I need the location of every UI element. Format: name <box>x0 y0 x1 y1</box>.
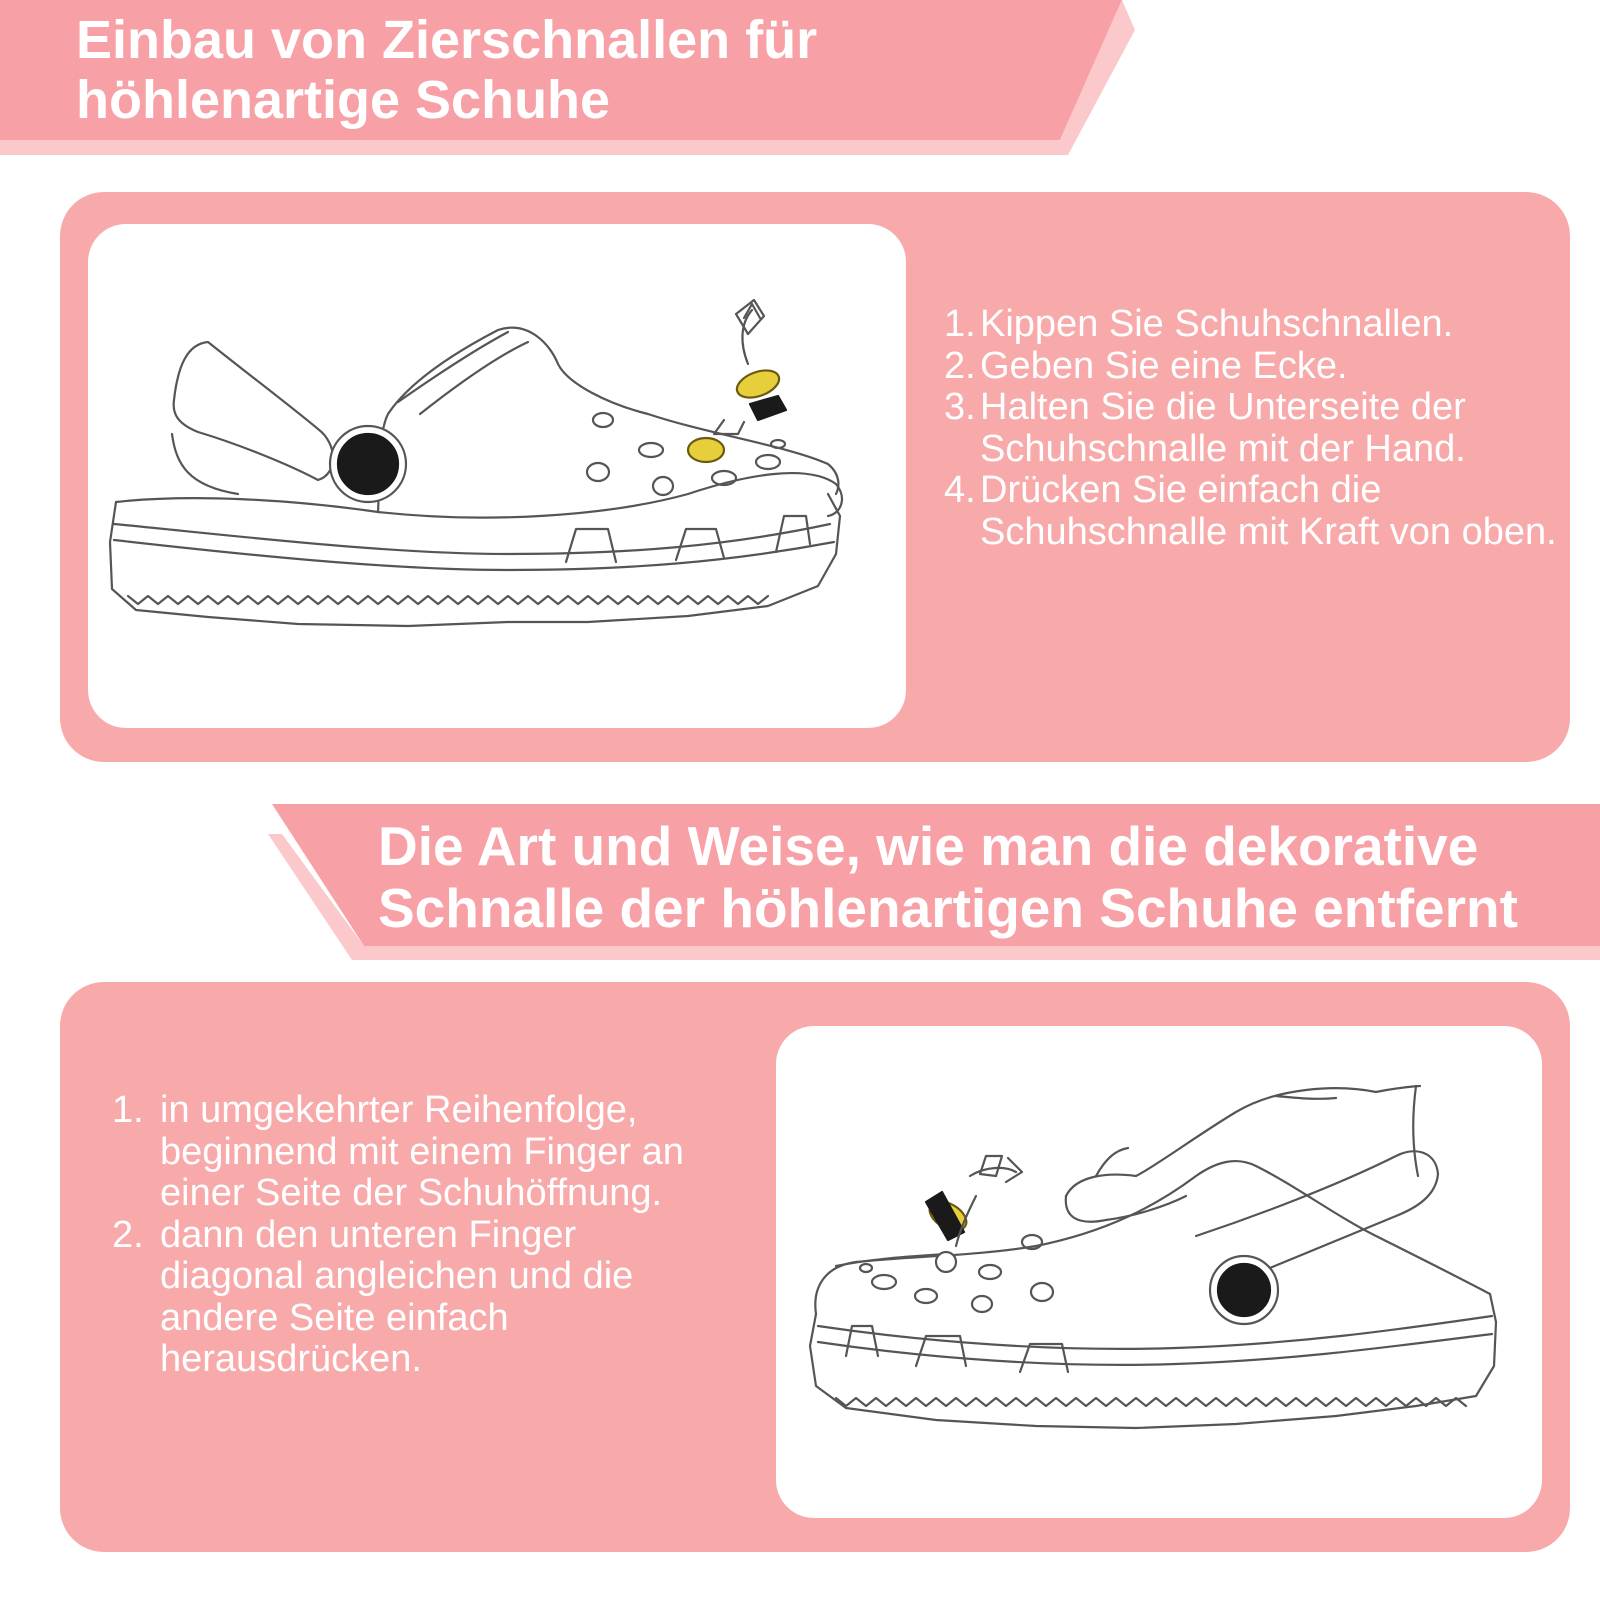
install-title: Einbau von Zierschnallen für höhlenartige Schuhe <box>76 10 818 131</box>
install-step: 2. Geben Sie eine Ecke. <box>944 344 1348 387</box>
install-illustration-card <box>88 224 906 728</box>
removal-step: 2. dann den unteren Finger diagonal angleichen und die andere Seite einfach herausdrücken. <box>112 1213 634 1380</box>
install-steps-list <box>944 304 1564 553</box>
install-step: 4. Drücken Sie einfach die Schuhschnalle mit Kraft von oben. <box>944 469 1557 553</box>
removal-title-banner <box>268 804 1600 964</box>
removal-step: 1. in umgekehrter Reihenfolge, beginnend mit einem Finger an einer Seite der Schuhöffnung. <box>112 1089 684 1214</box>
removal-title: Die Art und Weise, wie man die dekorative Schnalle der höhlenartigen Schuhe entfernt <box>378 815 1518 939</box>
install-title-banner <box>0 0 1140 160</box>
install-step: 1. Kippen Sie Schuhschnallen. <box>944 303 1454 345</box>
clog-shoe-hand-removing-charm-icon <box>776 1026 1542 1518</box>
removal-illustration-card <box>776 1026 1542 1518</box>
removal-panel <box>60 982 1570 1552</box>
install-step: 3. Halten Sie die Unterseite der Schuhschnalle mit der Hand. <box>944 386 1466 470</box>
clog-shoe-with-charm-icon <box>88 224 906 728</box>
install-panel <box>60 192 1570 762</box>
removal-steps-list <box>112 1090 712 1381</box>
